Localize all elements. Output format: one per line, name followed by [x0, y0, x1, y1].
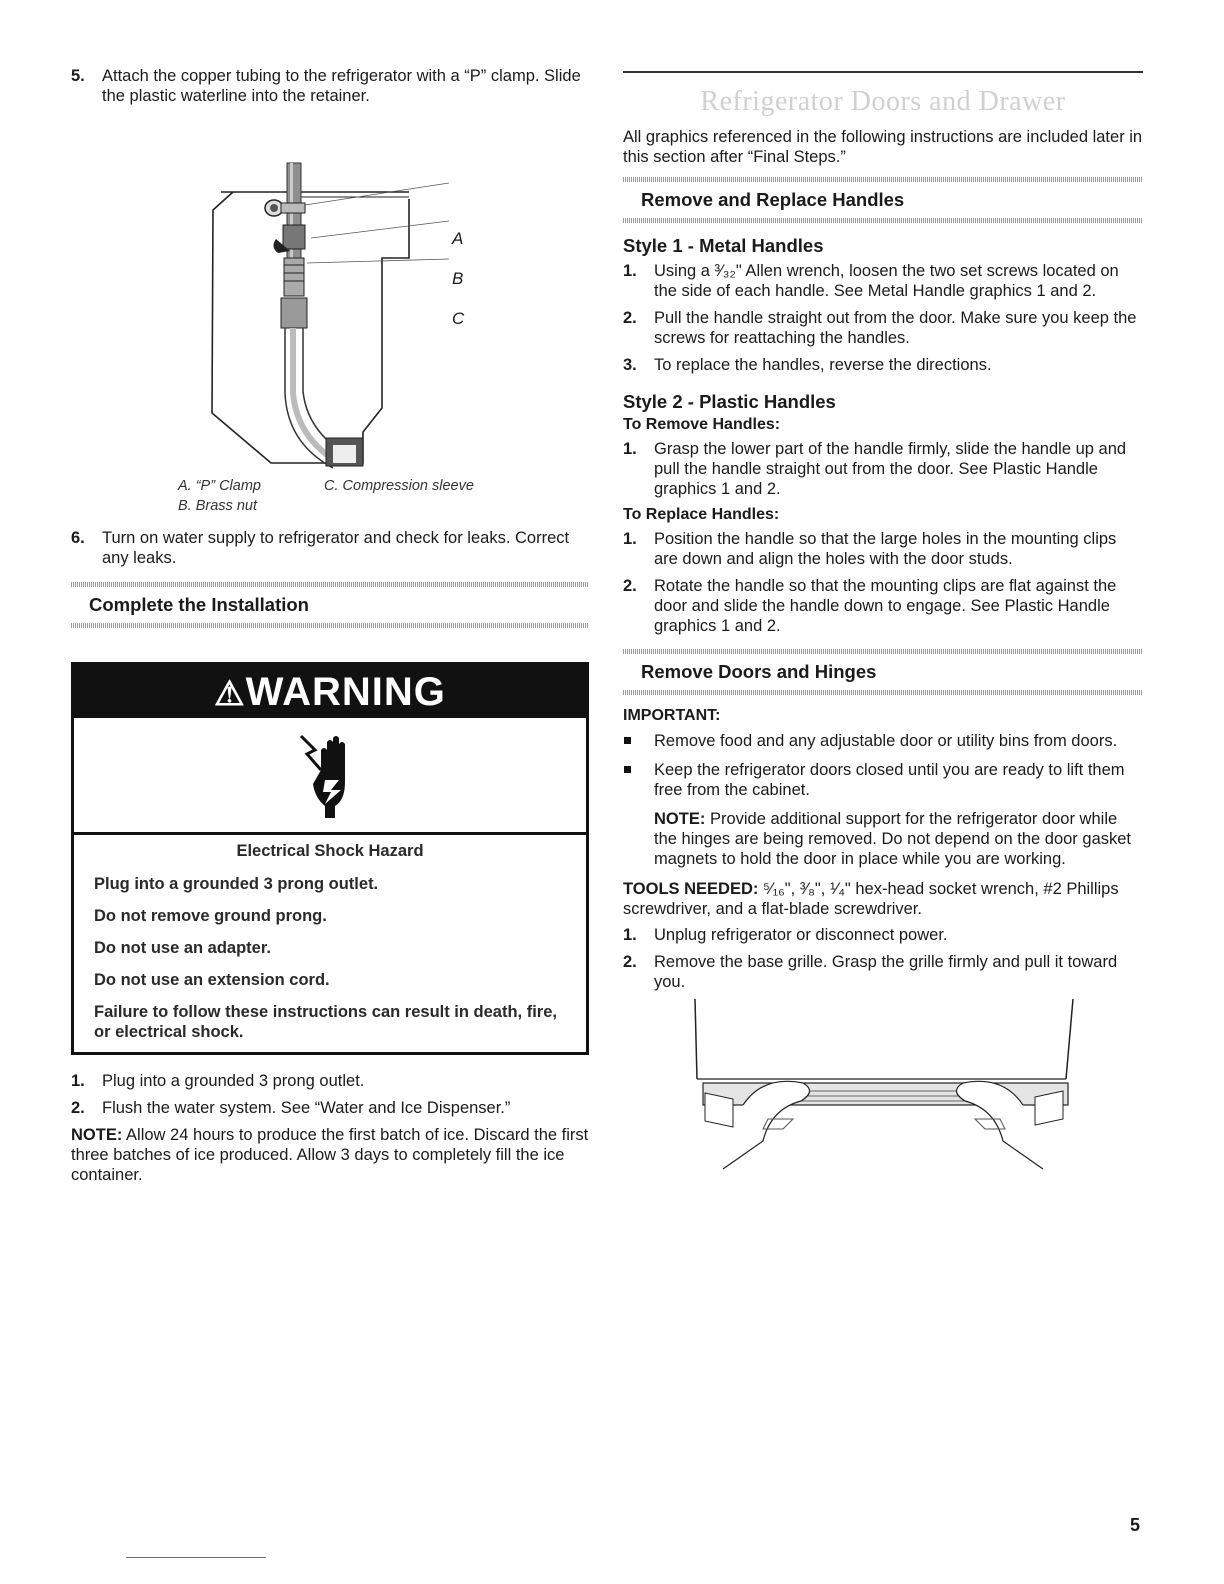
- step-number: 3.: [623, 355, 637, 374]
- complete-installation-section: [71, 582, 589, 628]
- step-6: [71, 528, 589, 568]
- label-a: A: [452, 229, 464, 248]
- style1-title: Style 1 - Metal Handles: [623, 234, 824, 256]
- step-5: [71, 66, 589, 106]
- list-item: [623, 308, 1143, 348]
- step-text: To replace the handles, reverse the directions.: [654, 355, 992, 374]
- hatch-rule: [623, 690, 1143, 695]
- warning-line: Do not use an extension cord.: [94, 971, 330, 989]
- left-column: [71, 66, 589, 1185]
- section-title: Remove Doors and Hinges: [641, 660, 877, 682]
- step-text: Unplug refrigerator or disconnect power.: [654, 925, 948, 944]
- bullet-text: Keep the refrigerator doors closed until you are ready to lift them free from the cabinet.: [654, 760, 1125, 799]
- warning-body: [74, 835, 586, 1052]
- step-text: Rotate the handle so that the mounting clips are flat against the door and slide the handle down to engage. See Plastic Handle graphics 1 and 2.: [654, 576, 1117, 635]
- step-text: Turn on water supply to refrigerator and check for leaks. Correct any leaks.: [102, 529, 570, 567]
- step-number: 2.: [71, 1099, 85, 1117]
- hazard-title: Electrical Shock Hazard: [236, 842, 424, 860]
- list-item: [623, 529, 1143, 569]
- warning-triangle-icon: ⚠: [214, 675, 246, 713]
- doors-section: [623, 649, 1143, 695]
- caption-a: A. “P” Clamp: [178, 478, 261, 494]
- footer-rule: [126, 1557, 266, 1558]
- label-b: B: [452, 269, 464, 288]
- list-item: [623, 439, 1143, 499]
- bullet-icon: [623, 731, 654, 751]
- step-number: 5.: [71, 67, 85, 85]
- label-c: C: [452, 309, 465, 328]
- replace-handles-label: To Replace Handles:: [623, 505, 780, 523]
- p-clamp-illustration: [71, 113, 589, 478]
- figure-caption: [178, 478, 589, 526]
- page-title: Refrigerator Doors and Drawer: [700, 85, 1066, 117]
- list-item: [71, 1071, 589, 1091]
- ice-note: [71, 1125, 589, 1185]
- p-clamp-figure: [71, 113, 589, 478]
- step-text: Plug into a grounded 3 prong outlet.: [102, 1072, 365, 1090]
- step-number: 2.: [623, 576, 637, 595]
- warning-line: Do not use an adapter.: [94, 939, 271, 957]
- warning-title: WARNING: [245, 670, 446, 714]
- bullet-text: Remove food and any adjustable door or utility bins from doors.: [654, 731, 1118, 750]
- bullet-icon: [623, 760, 654, 800]
- tools-label: TOOLS NEEDED:: [623, 879, 759, 898]
- list-item: [623, 925, 1143, 945]
- base-grille-illustration: [623, 999, 1143, 1174]
- list-item: [623, 576, 1143, 636]
- step-number: 1.: [623, 925, 637, 944]
- step-number: 2.: [623, 308, 637, 327]
- section-title: Remove and Replace Handles: [641, 188, 905, 210]
- step-number: 1.: [71, 1072, 85, 1090]
- section-title: Complete the Installation: [89, 594, 309, 615]
- list-item: [623, 355, 1143, 375]
- warning-header: [74, 665, 586, 718]
- caption-c: C. Compression sleeve: [324, 478, 474, 494]
- right-column: [623, 66, 1143, 1179]
- step-number: 2.: [623, 952, 637, 971]
- note-label: NOTE:: [71, 1126, 123, 1144]
- step-number: 6.: [71, 529, 85, 547]
- shock-hazard-icon: [74, 718, 586, 835]
- top-rule: [623, 71, 1143, 73]
- hatch-rule: [71, 623, 589, 628]
- list-item: [623, 731, 1143, 751]
- warning-box: [71, 662, 589, 1055]
- final-install-steps: [71, 1071, 589, 1185]
- list-item: [623, 760, 1143, 800]
- warning-line: Do not remove ground prong.: [94, 907, 327, 925]
- note-text: Provide additional support for the refrigerator door while the hinges are being removed. Do not depend on the door gasket magnets to hold the door in place while you are working.: [654, 809, 1132, 868]
- step-text: Pull the handle straight out from the door. Make sure you keep the screws for reattaching the handles.: [654, 308, 1137, 347]
- note-text: Allow 24 hours to produce the first batch of ice. Discard the first three batches of ice produced. Allow 3 days to completely fill the ice container.: [71, 1126, 589, 1184]
- important-label: IMPORTANT:: [623, 706, 721, 724]
- step-text: Position the handle so that the large holes in the mounting clips are down and align the holes with the door studs.: [654, 529, 1117, 568]
- tools-text: ⁵⁄₁₆", ³⁄₈", ¹⁄₄" hex-head socket wrench, #2 Phillips screwdriver, and a flat-blade screwdriver.: [623, 879, 1119, 918]
- step-text: Attach the copper tubing to the refrigerator with a “P” clamp. Slide the plastic waterline into the retainer.: [102, 67, 581, 105]
- hatch-rule: [623, 218, 1143, 223]
- warning-line: Plug into a grounded 3 prong outlet.: [94, 875, 379, 893]
- step-text: Using a ³⁄₃₂" Allen wrench, loosen the two set screws located on the side of each handle. See Metal Handle graphics 1 and 2.: [654, 261, 1119, 300]
- intro-text: All graphics referenced in the following instructions are included later in this section after “Final Steps.”: [623, 127, 1143, 166]
- list-item: [71, 1098, 589, 1118]
- step-text: Remove the base grille. Grasp the grille firmly and pull it toward you.: [654, 952, 1118, 991]
- note-label: NOTE:: [654, 809, 706, 828]
- step-text: Grasp the lower part of the handle firmly, slide the handle up and pull the handle straight out from the door. See Plastic Handle graphics 1 and 2.: [654, 439, 1127, 498]
- step-number: 1.: [623, 261, 637, 280]
- handles-section: [623, 177, 1143, 223]
- hand-shock-icon: [295, 730, 365, 820]
- list-item: [623, 261, 1143, 301]
- base-grille-figure: [623, 999, 1143, 1179]
- warning-line: Failure to follow these instructions can result in death, fire, or electrical shock.: [94, 1003, 557, 1041]
- step-text: Flush the water system. See “Water and Ice Dispenser.”: [102, 1099, 511, 1117]
- caption-b: B. Brass nut: [178, 498, 257, 514]
- hinge-note: [654, 809, 1143, 869]
- step-number: 1.: [623, 529, 637, 548]
- remove-handles-label: To Remove Handles:: [623, 415, 781, 433]
- style2-title: Style 2 - Plastic Handles: [623, 390, 836, 412]
- tools-needed: [623, 879, 1143, 919]
- step-number: 1.: [623, 439, 637, 458]
- page-number: 5: [1130, 1515, 1141, 1535]
- list-item: [623, 952, 1143, 992]
